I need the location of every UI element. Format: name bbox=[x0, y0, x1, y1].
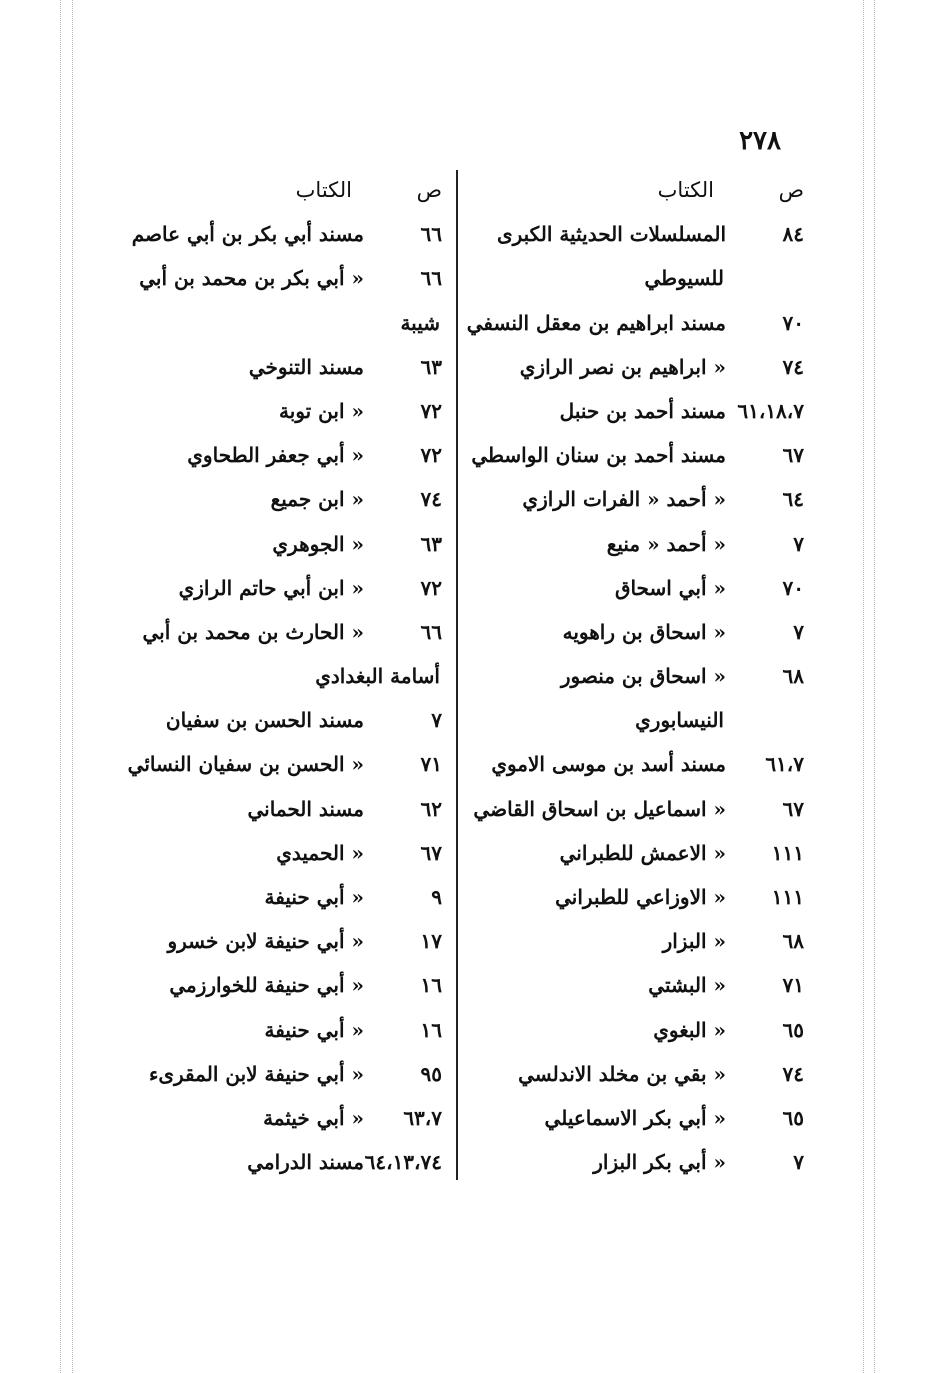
entry-page-number: ٨٤ bbox=[782, 222, 804, 247]
entry-page-number: ٧٢ bbox=[420, 575, 442, 600]
entry-title: « أبي حنيفة للخوارزمي bbox=[169, 973, 364, 998]
entry-title: « ابن توبة bbox=[279, 398, 364, 423]
entry-title: « الجوهري bbox=[272, 531, 364, 556]
index-entry bbox=[110, 654, 442, 698]
entry-page-number: ٧٢ bbox=[420, 398, 442, 423]
index-entry bbox=[110, 522, 442, 566]
index-entry bbox=[110, 1008, 442, 1052]
entry-page-number: ٧ bbox=[793, 1150, 804, 1175]
entry-page-number: ٩ bbox=[431, 885, 442, 909]
index-entry bbox=[474, 1140, 804, 1184]
entry-page-number: ٦١،٧ bbox=[765, 752, 804, 777]
entry-title: مسند أحمد بن حنبل bbox=[559, 398, 726, 423]
entry-page-number: ٦٦ bbox=[420, 266, 442, 291]
index-entry bbox=[110, 1052, 442, 1096]
index-entry bbox=[110, 256, 442, 300]
index-entry bbox=[110, 1140, 442, 1184]
entry-page-number: ٧ bbox=[793, 619, 804, 644]
entry-title: « الحسن بن سفيان النسائي bbox=[127, 752, 364, 777]
index-entry bbox=[474, 256, 804, 300]
index-entry bbox=[110, 566, 442, 610]
entry-page-number: ٦١،١٨،٧ bbox=[737, 398, 804, 423]
index-entry bbox=[474, 698, 804, 742]
scan-border-line bbox=[72, 0, 73, 1373]
entry-page-number: ٦٧ bbox=[420, 840, 442, 865]
entry-title: مسند التنوخي bbox=[248, 354, 364, 379]
entry-title: « الحميدي bbox=[276, 840, 364, 865]
scan-border-line bbox=[874, 0, 875, 1373]
entry-title: « بقي بن مخلد الاندلسي bbox=[518, 1061, 726, 1086]
entry-title: مسند أبي بكر بن أبي عاصم bbox=[131, 222, 364, 247]
entry-page-number: ٦٣ bbox=[420, 354, 442, 379]
index-entry bbox=[110, 963, 442, 1007]
scan-border-line bbox=[863, 0, 864, 1373]
index-entry bbox=[474, 610, 804, 654]
index-entry bbox=[110, 831, 442, 875]
entry-title: « أبي بكر البزار bbox=[593, 1150, 726, 1175]
entry-page-number: ٦٨ bbox=[782, 929, 804, 954]
entry-page-number: ١٦ bbox=[420, 1017, 442, 1042]
entry-title: « أبي خيثمة bbox=[263, 1105, 364, 1130]
index-entry bbox=[474, 963, 804, 1007]
entry-title: « أحمد « منيع bbox=[606, 531, 726, 556]
entry-page-number: ٦٣ bbox=[420, 531, 442, 556]
index-entry bbox=[474, 1096, 804, 1140]
column-header bbox=[474, 168, 804, 212]
entry-title: « اسحاق بن راهويه bbox=[562, 619, 726, 644]
entry-page-number: ٧٤ bbox=[782, 1061, 804, 1086]
index-entry bbox=[110, 433, 442, 477]
index-entry bbox=[110, 477, 442, 521]
index-entry bbox=[110, 610, 442, 654]
entry-page-number: ٦٦ bbox=[420, 222, 442, 247]
scan-border-line bbox=[60, 0, 61, 1373]
column-divider bbox=[456, 170, 458, 1180]
index-entry bbox=[110, 212, 442, 256]
entry-page-number: ٦٧ bbox=[782, 796, 804, 821]
entry-title: مسند الحسن بن سفيان bbox=[165, 708, 364, 733]
entry-page-number: ٧٠ bbox=[782, 575, 804, 600]
entry-page-number: ٦٥ bbox=[782, 1017, 804, 1042]
entry-title: « أبي جعفر الطحاوي bbox=[187, 443, 364, 468]
entry-page-number: ١١١ bbox=[771, 840, 804, 865]
entry-title: مسند الدرامي bbox=[247, 1150, 364, 1175]
entry-page-number: ٦٤ bbox=[782, 487, 804, 512]
index-entry bbox=[474, 787, 804, 831]
entry-title: « ابراهيم بن نصر الرازي bbox=[519, 354, 726, 379]
index-entry bbox=[474, 654, 804, 698]
entry-title: « البزار bbox=[662, 929, 726, 954]
index-entry bbox=[110, 345, 442, 389]
index-entry bbox=[110, 698, 442, 742]
entry-title: « أحمد « الفرات الرازي bbox=[522, 487, 726, 512]
header-page-label: ص bbox=[416, 178, 442, 202]
index-entry bbox=[110, 301, 442, 345]
page-number: ٢٧٨ bbox=[739, 126, 781, 156]
entry-page-number: ٦٣،٧ bbox=[403, 1105, 442, 1130]
entry-title: « اسحاق بن منصور bbox=[560, 664, 726, 689]
entry-title: مسند أحمد بن سنان الواسطي bbox=[471, 443, 726, 468]
entry-title: « الحارث بن محمد بن أبي bbox=[142, 619, 364, 644]
entry-page-number: ٦٤،١٣،٧٤ bbox=[364, 1150, 442, 1175]
index-entry bbox=[110, 1096, 442, 1140]
entry-title: شيبة bbox=[400, 310, 440, 335]
index-entry bbox=[110, 787, 442, 831]
header-title-label: الكتاب bbox=[657, 178, 714, 202]
index-entry bbox=[474, 522, 804, 566]
index-entry bbox=[474, 742, 804, 786]
entry-page-number: ٧١ bbox=[782, 973, 804, 998]
entry-page-number: ٦٢ bbox=[420, 796, 442, 821]
header-title-label: الكتاب bbox=[295, 178, 352, 202]
index-entry bbox=[110, 875, 442, 919]
entry-page-number: ٧ bbox=[793, 531, 804, 556]
entry-page-number: ١١١ bbox=[771, 885, 804, 909]
index-column-left bbox=[110, 168, 442, 1188]
entry-page-number: ٧٠ bbox=[782, 310, 804, 335]
index-column-right bbox=[466, 168, 804, 1188]
entry-title: « أبي حنيفة bbox=[264, 1017, 364, 1042]
index-entry bbox=[474, 566, 804, 610]
index-entry bbox=[474, 345, 804, 389]
index-entry bbox=[474, 1008, 804, 1052]
entry-title: « اسماعيل بن اسحاق القاضي bbox=[473, 796, 726, 821]
index-entry bbox=[474, 875, 804, 919]
entry-title: « أبي حنيفة لابن خسرو bbox=[167, 929, 364, 954]
entry-page-number: ١٦ bbox=[420, 973, 442, 998]
entry-title: « الاوزاعي للطبراني bbox=[555, 885, 726, 909]
index-entry bbox=[471, 433, 804, 477]
entry-title: « البشتي bbox=[648, 973, 726, 998]
entry-page-number: ٧١ bbox=[420, 752, 442, 777]
entry-title: مسند الحماني bbox=[247, 796, 364, 821]
entry-title: « أبي بكر الاسماعيلي bbox=[544, 1105, 726, 1130]
entry-page-number: ٧٢ bbox=[420, 443, 442, 468]
index-entry bbox=[474, 212, 804, 256]
entry-title: « ابن جميع bbox=[270, 487, 364, 512]
entry-title: مسند ابراهيم بن معقل النسفي bbox=[466, 310, 726, 335]
index-entry bbox=[110, 742, 442, 786]
entry-page-number: ٦٦ bbox=[420, 619, 442, 644]
entry-page-number: ٧٤ bbox=[420, 487, 442, 512]
entry-page-number: ١٧ bbox=[420, 929, 442, 954]
index-entry bbox=[474, 1052, 804, 1096]
entry-title: المسلسلات الحديثية الكبرى bbox=[496, 222, 726, 247]
index-entry bbox=[110, 919, 442, 963]
index-entry bbox=[474, 831, 804, 875]
entry-title: « الاعمش للطبراني bbox=[559, 840, 726, 865]
entry-title: « أبي بكر بن محمد بن أبي bbox=[139, 266, 364, 291]
entry-title: « ابن أبي حاتم الرازي bbox=[178, 575, 364, 600]
entry-page-number: ٧ bbox=[431, 708, 442, 733]
entry-title: أسامة البغدادي bbox=[315, 664, 440, 689]
entry-page-number: ٦٨ bbox=[782, 664, 804, 689]
entry-title: للسيوطي bbox=[644, 266, 724, 291]
entry-page-number: ٩٥ bbox=[420, 1061, 442, 1086]
entry-page-number: ٦٥ bbox=[782, 1105, 804, 1130]
entry-title: النيسابوري bbox=[635, 708, 724, 733]
entry-title: « البغوي bbox=[653, 1017, 726, 1042]
header-page-label: ص bbox=[778, 178, 804, 202]
entry-title: « أبي حنيفة لابن المقرىء bbox=[148, 1061, 364, 1086]
index-entry bbox=[474, 389, 804, 433]
entry-title: « أبي اسحاق bbox=[614, 575, 726, 600]
entry-page-number: ٦٧ bbox=[782, 443, 804, 468]
index-entry bbox=[466, 301, 804, 345]
entry-title: « أبي حنيفة bbox=[264, 885, 364, 909]
entry-page-number: ٧٤ bbox=[782, 354, 804, 379]
index-entry bbox=[110, 389, 442, 433]
index-entry bbox=[474, 919, 804, 963]
index-entry bbox=[474, 477, 804, 521]
column-header bbox=[110, 168, 442, 212]
entry-title: مسند أسد بن موسى الاموي bbox=[491, 752, 726, 777]
